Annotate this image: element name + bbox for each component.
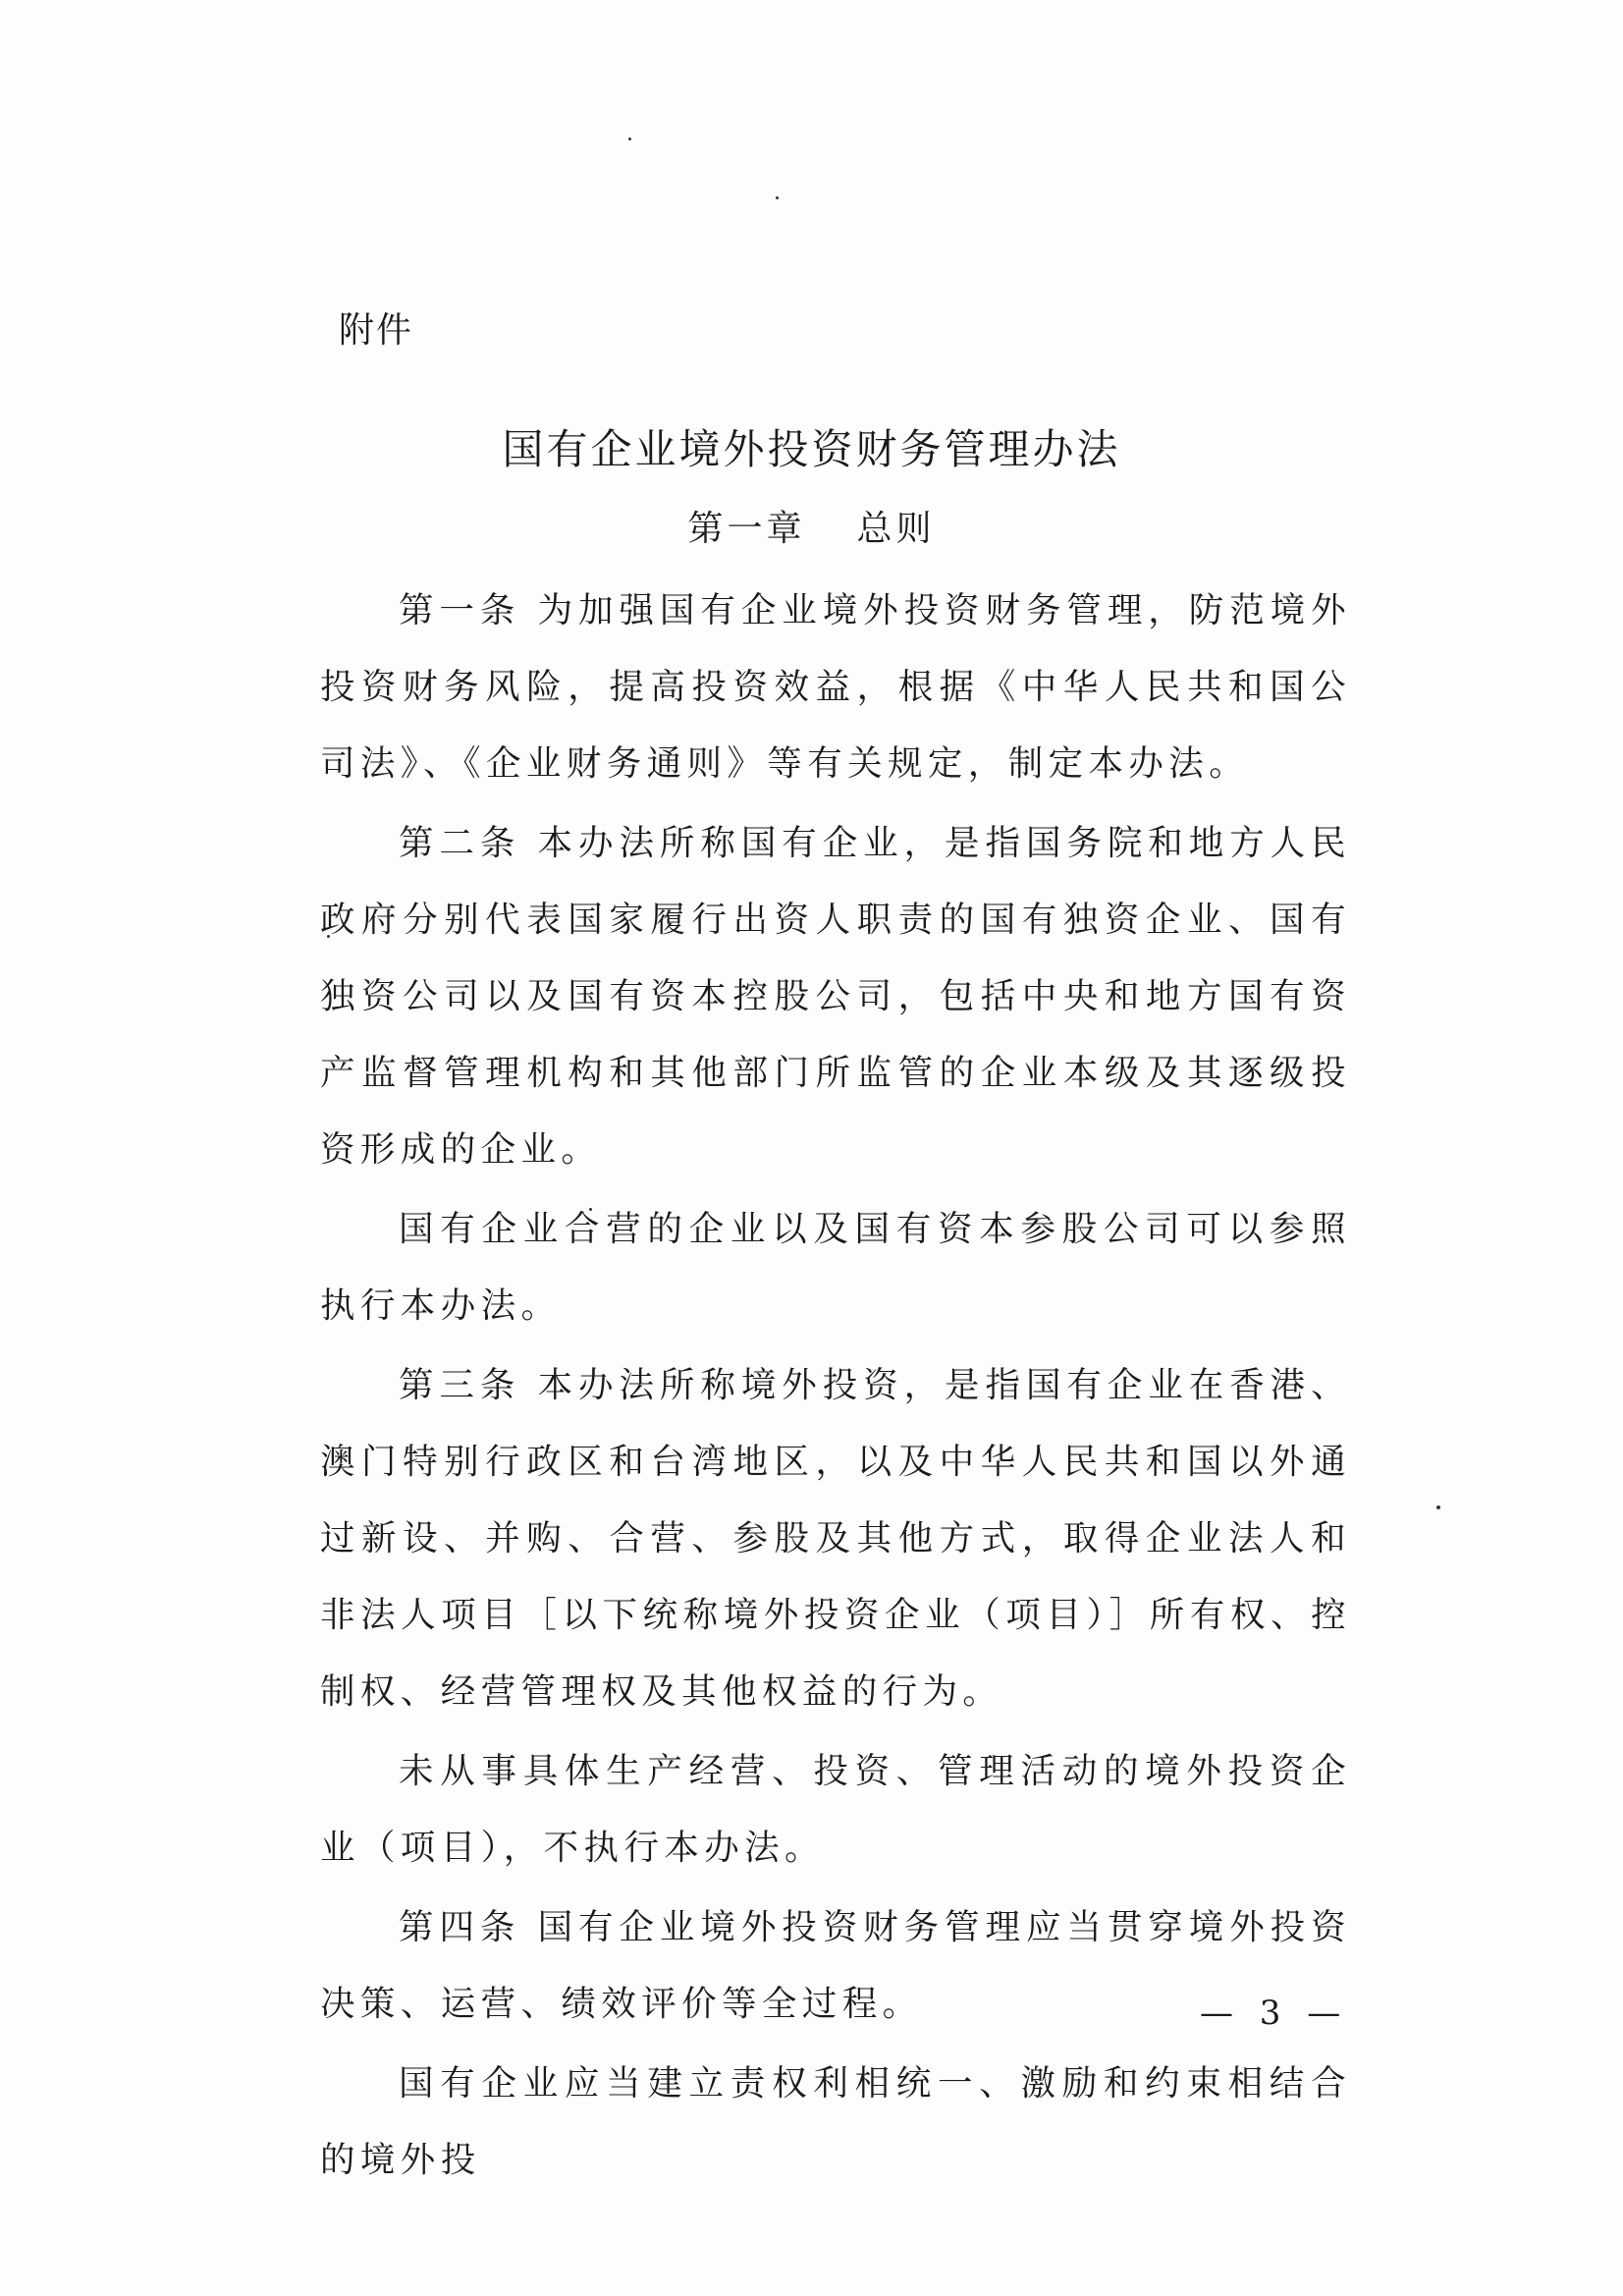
chapter-heading — [0, 501, 1623, 551]
article-1-paragraph: 第一条 为加强国有企业境外投资财务管理，防范境外投资财务风险，提高投资效益，根据《中华人民共和国公司法》、《企业财务通则》等有关规定，制定本办法。 — [320, 590, 1351, 784]
article-4-supplement-paragraph: 国有企业应当建立责权利相统一、激励和约束相结合的境外投 — [320, 2063, 1351, 2180]
article-2-paragraph: 第二条 本办法所称国有企业，是指国务院和地方人民政府分别代表国家履行出资人职责的国有独资企业、国有独资公司以及国有资本控股公司，包括中央和地方国有资产监督管理机构和其他部门所监管的企业本级及其逐级投资形成的企业。 — [320, 823, 1351, 1170]
article-3-paragraph: 第三条 本办法所称境外投资，是指国有企业在香港、澳门特别行政区和台湾地区，以及中华人民共和国以外通过新设、并购、合营、参股及其他方式，取得企业法人和非法人项目［以下统称境外投资企业（项目）］所有权、控制权、经营管理权及其他权益的行为。 — [320, 1365, 1351, 1712]
page-number: — 3 — — [1200, 1994, 1349, 2033]
attachment-label: 附件 — [339, 310, 414, 351]
document-title: 国有企业境外投资财务管理办法 — [502, 425, 1121, 473]
chapter-number: 第一章 — [687, 509, 806, 549]
scan-speck — [1436, 1505, 1440, 1509]
scan-speck — [628, 137, 631, 140]
body-text — [320, 573, 1351, 2199]
scan-speck — [776, 196, 779, 199]
article-2-supplement-paragraph: 国有企业合营的企业以及国有资本参股公司可以参照执行本办法。 — [320, 1209, 1351, 1326]
article-3-supplement-paragraph: 未从事具体生产经营、投资、管理活动的境外投资企业（项目），不执行本办法。 — [320, 1751, 1351, 1868]
article-4-paragraph: 第四条 国有企业境外投资财务管理应当贯穿境外投资决策、运营、绩效评价等全过程。 — [320, 1907, 1351, 2024]
chapter-name: 总则 — [856, 509, 936, 549]
